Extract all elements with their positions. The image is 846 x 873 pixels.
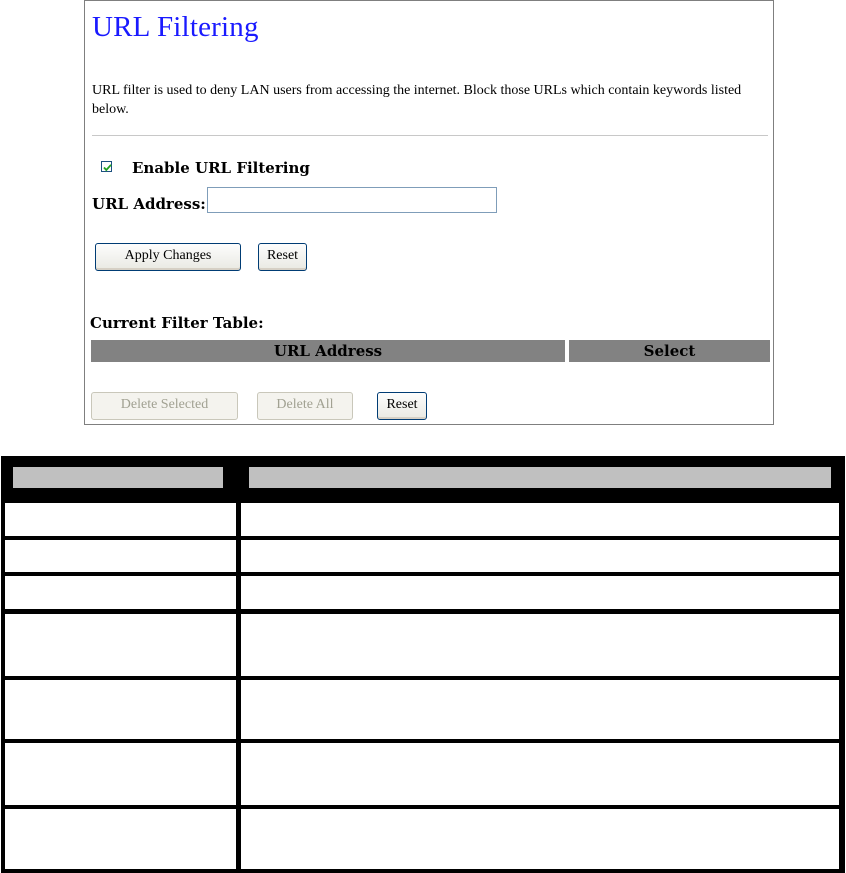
enable-url-filtering-label: Enable URL Filtering	[132, 159, 310, 177]
table-cell	[5, 540, 236, 572]
divider	[92, 135, 768, 137]
table-cell	[5, 503, 236, 536]
column-header-url-address: URL Address	[91, 340, 565, 362]
filter-table-caption: Current Filter Table:	[90, 314, 264, 332]
column-header-select: Select	[569, 340, 770, 362]
table-cell	[5, 809, 236, 869]
page-description: URL filter is used to deny LAN users from accessing the internet. Block those URLs which contain keywords listed below.	[92, 83, 742, 117]
table-cell	[241, 576, 839, 609]
table-cell	[241, 614, 839, 676]
delete-selected-button[interactable]: Delete Selected	[91, 392, 238, 420]
checkmark-icon	[102, 162, 113, 173]
table-cell	[5, 743, 236, 805]
table-cell	[241, 743, 839, 805]
router-screenshot	[84, 0, 774, 425]
page-title: URL Filtering	[92, 11, 259, 43]
enable-url-filtering-checkbox[interactable]	[101, 161, 112, 172]
table-cell	[241, 503, 839, 536]
description-table	[1, 456, 845, 873]
reset-table-button[interactable]: Reset	[377, 392, 427, 420]
table-header-cell	[13, 467, 223, 488]
apply-changes-button[interactable]: Apply Changes	[95, 243, 241, 271]
url-address-label: URL Address:	[92, 195, 206, 213]
reset-form-button[interactable]: Reset	[258, 243, 307, 271]
delete-all-button[interactable]: Delete All	[257, 392, 353, 420]
table-cell	[241, 680, 839, 739]
table-header-cell	[249, 467, 831, 488]
table-cell	[241, 809, 839, 869]
table-cell	[5, 576, 236, 609]
table-cell	[5, 680, 236, 739]
table-cell	[241, 540, 839, 572]
table-cell	[5, 614, 236, 676]
url-address-input[interactable]	[207, 187, 497, 213]
